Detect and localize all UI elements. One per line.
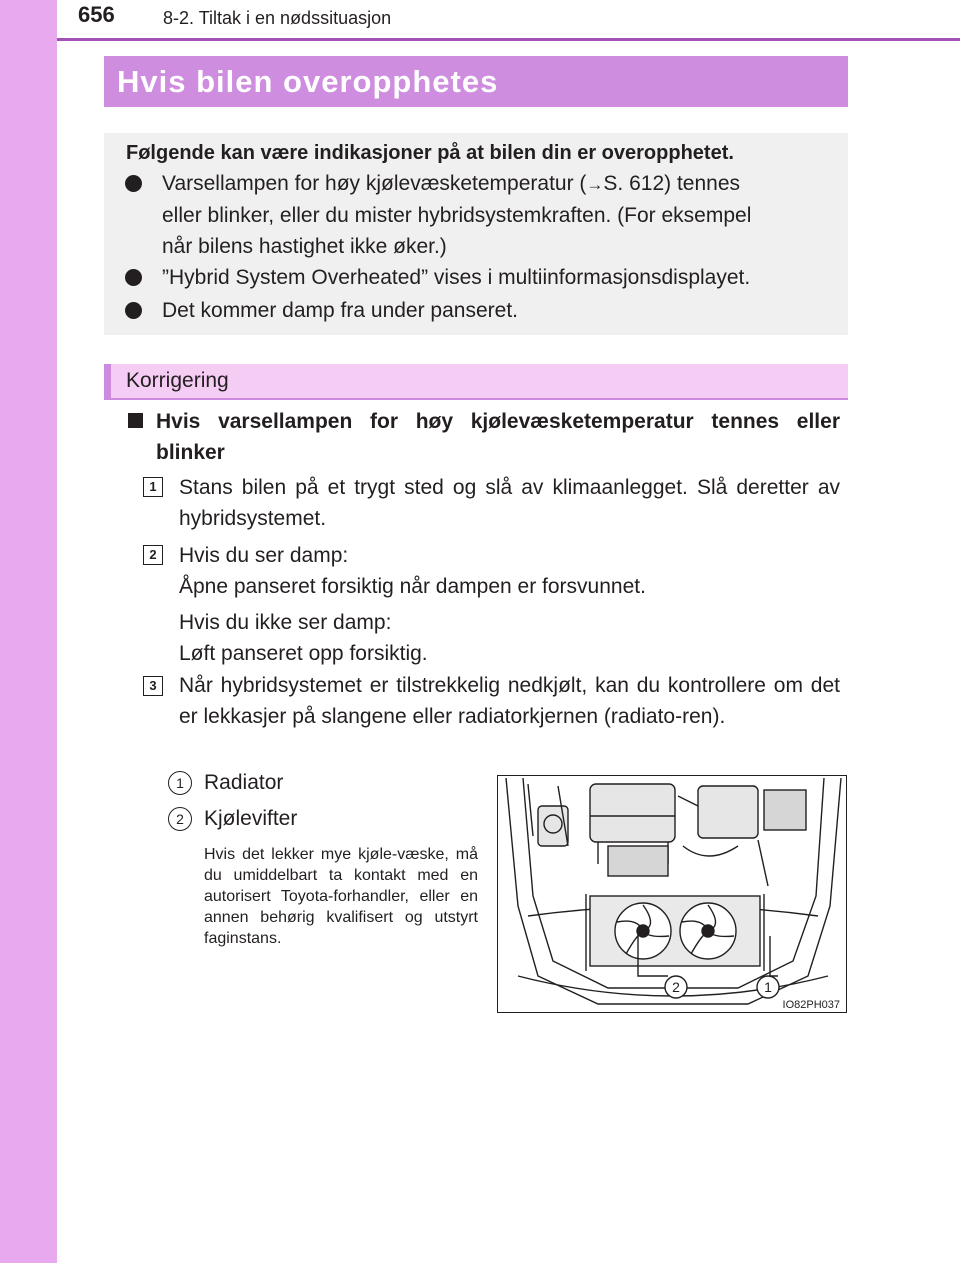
engine-bay-drawing <box>498 776 847 1013</box>
left-color-strip <box>0 0 57 1263</box>
step-number: 1 <box>143 477 163 497</box>
bullet-icon <box>125 175 142 192</box>
indication-item <box>162 168 831 262</box>
square-bullet-icon <box>128 413 143 428</box>
leak-note: Hvis det lekker mye kjøle-væske, må du umiddelbart ta kontakt med en autorisert Toyota-forhandler, eller en annen behørig kvalifisert og utstyrt faginstans. <box>204 846 478 947</box>
indication-text: ”Hybrid System Overheated” vises i multiinformasjonsdisplayet. <box>162 266 751 289</box>
part-number: 2 <box>168 807 192 831</box>
step-line: Løft panseret opp forsiktig. <box>179 642 428 665</box>
page-title: Hvis bilen overopphetes <box>104 56 848 107</box>
correction-header: Korrigering <box>104 364 848 400</box>
step-text: Stans bilen på et trygt sted og slå av klimaanlegget. Slå deretter av hybridsystemet. <box>179 476 840 530</box>
engine-bay-illustration <box>497 775 847 1013</box>
indications-box <box>104 133 848 335</box>
page-number: 656 <box>78 2 115 27</box>
right-arrow-icon: → <box>586 175 604 194</box>
figure-code: IO82PH037 <box>782 999 840 1011</box>
indication-text: Varsellampen for høy kjølevæsketemperatur ( <box>162 172 587 195</box>
part-label: Kjølevifter <box>204 807 298 830</box>
step-text: Når hybridsystemet er tilstrekkelig nedkjølt, kan du kontrollere om det er lekkasjer på slangene eller radiatorkjernen (radiato-ren). <box>179 674 840 728</box>
indication-item <box>162 295 831 326</box>
correction-subheading: Hvis varsellampen for høy kjølevæsketemperatur tennes eller blinker <box>156 410 840 464</box>
step-number: 3 <box>143 676 163 696</box>
page-reference: S. 612) tennes <box>603 172 741 195</box>
indication-text-line: eller blinker, eller du mister hybridsystemkraften. (For eksempel <box>162 204 752 227</box>
bullet-icon <box>125 269 142 286</box>
indication-text: Det kommer damp fra under panseret. <box>162 299 518 322</box>
bullet-icon <box>125 302 142 319</box>
step-text <box>179 540 840 669</box>
step-line: Hvis du ikke ser damp: <box>179 611 392 634</box>
indication-text-line: når bilens hastighet ikke øker.) <box>162 235 447 258</box>
indications-intro: Følgende kan være indikasjoner på at bilen din er overopphetet. <box>126 142 734 164</box>
part-number: 1 <box>168 771 192 795</box>
step-line: Åpne panseret forsiktig når dampen er forsvunnet. <box>179 575 646 598</box>
step-number: 2 <box>143 545 163 565</box>
section-title: 8-2. Tiltak i en nødssituasjon <box>163 8 392 28</box>
callout-1: 1 <box>764 979 772 995</box>
indication-item <box>162 262 831 293</box>
step-line: Hvis du ser damp: <box>179 544 349 567</box>
part-label: Radiator <box>204 771 284 794</box>
callout-2: 2 <box>672 979 680 995</box>
header-rule <box>57 38 960 41</box>
